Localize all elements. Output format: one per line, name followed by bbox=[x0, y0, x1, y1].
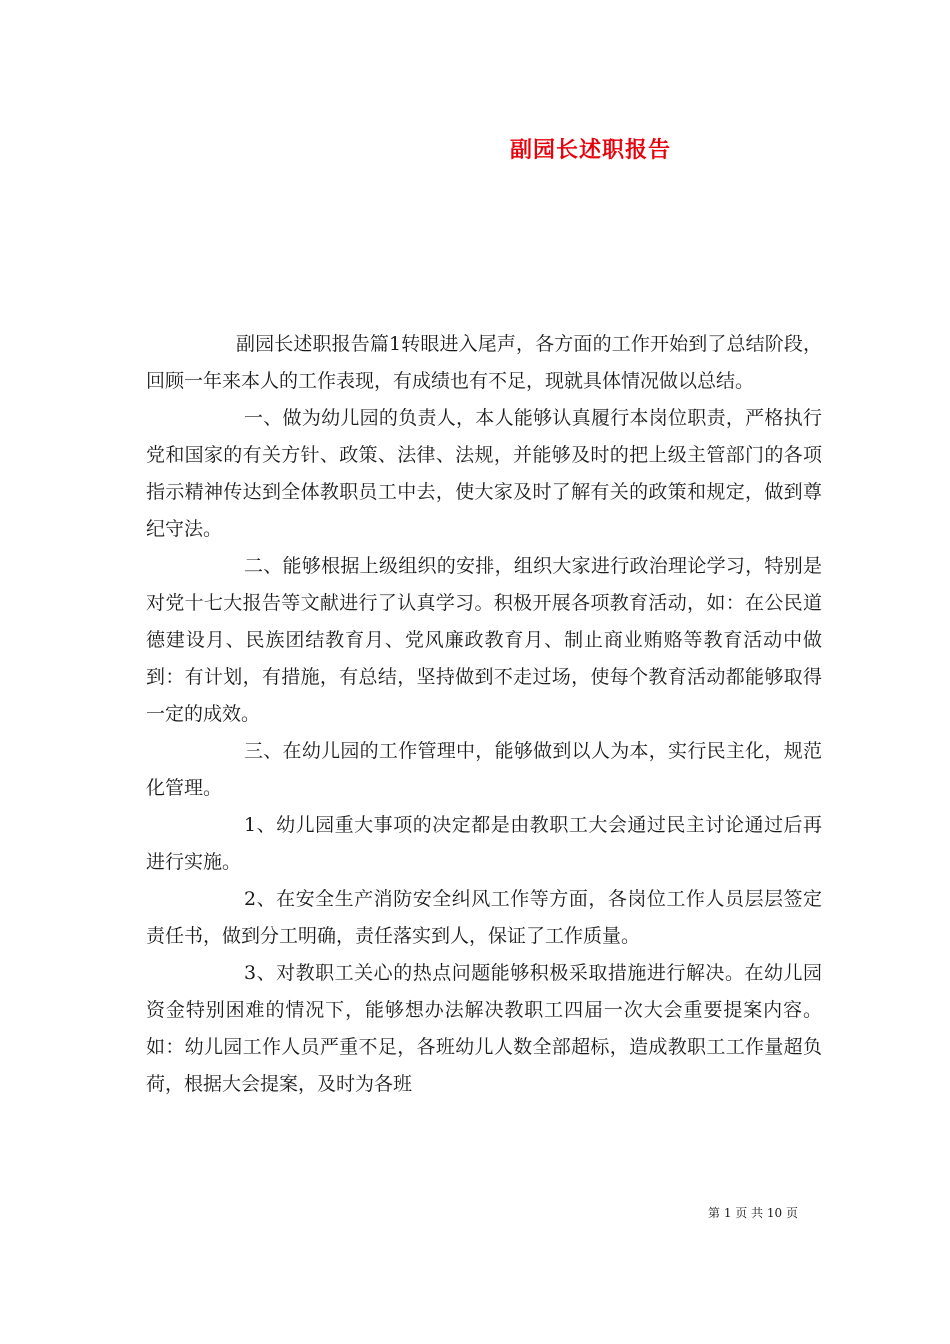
document-title: 副园长述职报告 bbox=[510, 137, 672, 163]
paragraph-section-1: 一、做为幼儿园的负责人，本人能够认真履行本岗位职责，严格执行党和国家的有关方针、政策、法律、法规，并能够及时的把上级主管部门的各项指示精神传达到全体教职员工中去，使大家及时了解有关的政策和规定，做到尊纪守法。 bbox=[146, 407, 822, 540]
paragraph-intro: 副园长述职报告篇1转眼进入尾声，各方面的工作开始到了总结阶段，回顾一年来本人的工作表现，有成绩也有不足，现就具体情况做以总结。 bbox=[146, 333, 822, 392]
paragraph-item-2: 2、在安全生产消防安全纠风工作等方面，各岗位工作人员层层签定责任书，做到分工明确，责任落实到人，保证了工作质量。 bbox=[146, 888, 822, 947]
paragraph-section-2: 二、能够根据上级组织的安排，组织大家进行政治理论学习，特别是对党十七大报告等文献进行了认真学习。积极开展各项教育活动，如：在公民道德建设月、民族团结教育月、党风廉政教育月、制止商业贿赂等教育活动中做到：有计划，有措施，有总结，坚持做到不走过场，使每个教育活动都能够取得一定的成效。 bbox=[146, 555, 822, 725]
paragraph-item-3: 3、对教职工关心的热点问题能够积极采取措施进行解决。在幼儿园资金特别困难的情况下，能够想办法解决教职工四届一次大会重要提案内容。如：幼儿园工作人员严重不足，各班幼儿人数全部超标，造成教职工工作量超负荷，根据大会提案，及时为各班 bbox=[146, 962, 822, 1095]
document-body bbox=[146, 326, 822, 1103]
paragraph-item-1: 1、幼儿园重大事项的决定都是由教职工大会通过民主讨论通过后再进行实施。 bbox=[146, 814, 822, 873]
paragraph-section-3: 三、在幼儿园的工作管理中，能够做到以人为本，实行民主化，规范化管理。 bbox=[146, 740, 822, 799]
page-number-footer: 第 1 页 共 10 页 bbox=[708, 1206, 798, 1220]
